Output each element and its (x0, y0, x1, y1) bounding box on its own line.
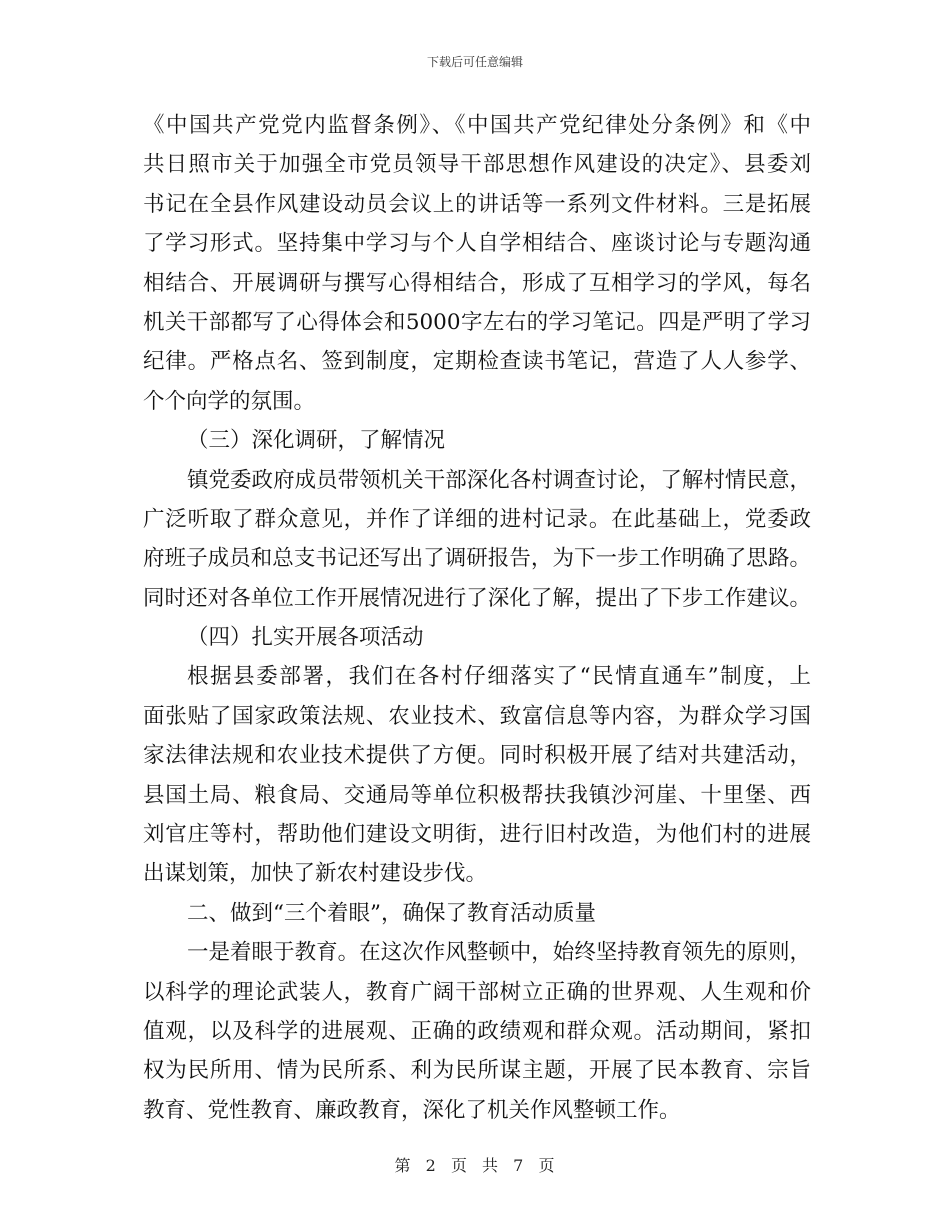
document-body (143, 106, 811, 1130)
text-line-13: 同时还对各单位工作开展情况进行了深化了解，提出了下步工作建议。 (143, 585, 811, 611)
text-line-18: 县国土局、粮食局、交通局等单位积极帮扶我镇沙河崖、十里堡、西 (143, 782, 811, 808)
text-line-22: 一是着眼于教育。在这次作风整顿中，始终坚持教育领先的原则， (187, 940, 811, 966)
text-line-15: 根据县委部署，我们在各村仔细落实了“民情直通车”制度，上 (187, 664, 811, 690)
text-line-3: 书记在全县作风建设动员会议上的讲话等一系列文件材料。三是拓展 (143, 191, 811, 217)
section-heading-3: （三）深化调研，了解情况 (187, 428, 446, 454)
section-heading-2: 二、做到“三个着眼”，确保了教育活动质量 (187, 900, 596, 926)
text-line-26: 教育、党性教育、廉政教育，深化了机关作风整顿工作。 (143, 1097, 681, 1123)
text-line-5: 相结合、开展调研与撰写心得相结合，形成了互相学习的学风，每名 (143, 270, 811, 296)
text-line-23: 以科学的理论武装人，教育广阔干部树立正确的世界观、人生观和价 (143, 979, 811, 1005)
text-line-11: 广泛听取了群众意见，并作了详细的进村记录。在此基础上，党委政 (143, 506, 811, 532)
page-label-mid1: 页 (450, 1156, 468, 1175)
text-line-19: 刘官庄等村，帮助他们建设文明街，进行旧村改造，为他们村的进展 (143, 822, 811, 848)
page-label-suffix: 页 (538, 1156, 556, 1175)
text-line-8: 个个向学的氛围。 (143, 388, 316, 414)
text-line-6: 机关干部都写了心得体会和5000字左右的学习笔记。四是严明了学习 (143, 309, 811, 335)
text-line-10: 镇党委政府成员带领机关干部深化各村调查讨论，了解村情民意， (187, 467, 811, 493)
text-line-4: 了学习形式。坚持集中学习与个人自学相结合、座谈讨论与专题沟通 (143, 231, 811, 257)
text-line-25: 权为民所用、情为民所系、利为民所谋主题，开展了民本教育、宗旨 (143, 1058, 811, 1084)
text-line-20: 出谋划策，加快了新农村建设步伐。 (143, 861, 488, 887)
text-line-2: 共日照市关于加强全市党员领导干部思想作风建设的决定》、县委刘 (143, 152, 811, 178)
text-line-7: 纪律。严格点名、签到制度，定期检查读书笔记，营造了人人参学、 (143, 349, 811, 375)
header-note: 下载后可任意编辑 (426, 55, 523, 69)
text-line-16: 面张贴了国家政策法规、农业技术、致富信息等内容，为群众学习国 (143, 703, 811, 729)
total-pages-number: 7 (513, 1156, 525, 1175)
current-page-number: 2 (425, 1156, 437, 1175)
text-line-17: 家法律法规和农业技术提供了方便。同时积极开展了结对共建活动， (143, 743, 811, 769)
section-heading-4: （四）扎实开展各项活动 (187, 625, 424, 651)
text-line-24: 值观，以及科学的进展观、正确的政绩观和群众观。活动期间，紧扣 (143, 1018, 811, 1044)
page-footer (0, 1153, 950, 1176)
page-label-prefix: 第 (394, 1156, 412, 1175)
page-label-mid2: 共 (482, 1156, 500, 1175)
text-line-1: 《中国共产党党内监督条例》、《中国共产党纪律处分条例》和《中 (143, 113, 811, 138)
text-line-12: 府班子成员和总支书记还写出了调研报告，为下一步工作明确了思路。 (143, 546, 811, 572)
